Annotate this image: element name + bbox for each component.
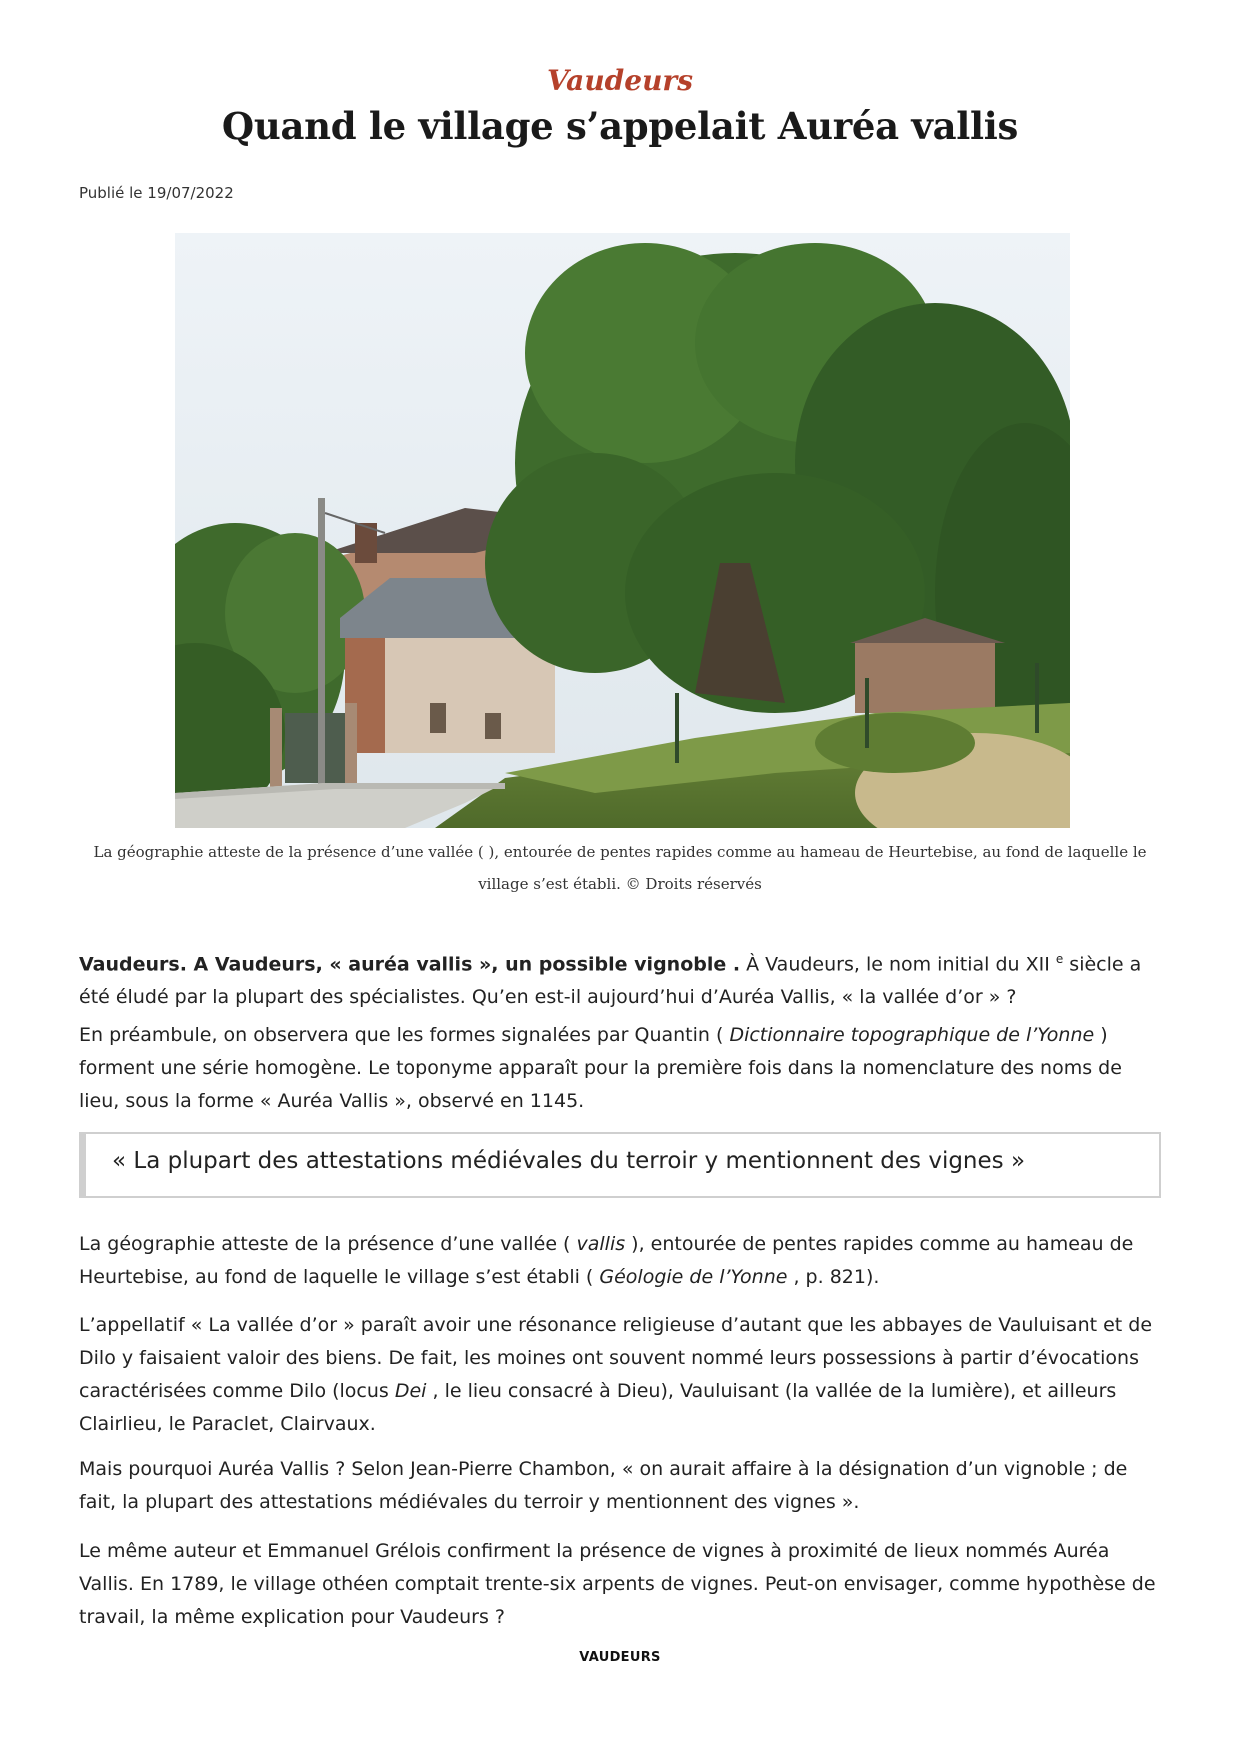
paragraph-intro: Vaudeurs. A Vaudeurs, « auréa vallis », un possible vignoble . À Vaudeurs, le nom initial du XII $^e$ siècle a été éludé par la plupart des spécialistes. Qu’en est-il aujourd’hui d’Auréa Vallis, « la vallée d’or » ? bbox=[79, 952, 1142, 1009]
pull-quote bbox=[79, 1132, 1161, 1198]
article-photo bbox=[175, 233, 1070, 828]
page-title: Quand le village s’appelait Auréa vallis bbox=[221, 104, 1019, 148]
paragraph-preamble: En préambule, on observera que les formes signalées par Quantin ( Dictionnaire topographique de l’Yonne ) forment une série homogène. Le toponyme apparaît pour la première fois dans la nomenclature des noms de lieu, sous la forme « Auréa Vallis », observé en 1145. bbox=[79, 1024, 1122, 1112]
lead-text: Vaudeurs. A Vaudeurs, « auréa vallis », un possible vignoble . bbox=[79, 953, 741, 976]
paragraph-grelois: Le même auteur et Emmanuel Grélois confirment la présence de vignes à proximité de lieux nommés Auréa Vallis. En 1789, le village othéen comptait trente-six arpents de vignes. Peut-on envisager, comme hypothèse de travail, la même explication pour Vaudeurs ? bbox=[79, 1540, 1156, 1628]
photo-caption bbox=[90, 836, 1150, 900]
topic-tag[interactable]: VAUDEURS bbox=[579, 1650, 661, 1665]
pull-quote-text: « La plupart des attestations médiévales du terroir y mentionnent des vignes » bbox=[112, 1148, 1026, 1174]
section-kicker[interactable]: Vaudeurs bbox=[547, 64, 693, 97]
caption-line: La géographie atteste de la présence d’une vallée ( ), entourée de pentes rapides comme au hameau de Heurtebise, au fond de laquelle le bbox=[93, 843, 1147, 861]
paragraph-chambon: Mais pourquoi Auréa Vallis ? Selon Jean-Pierre Chambon, « on aurait affaire à la désignation d’un vignoble ; de fait, la plupart des attestations médiévales du terroir y mentionnent des vignes ». bbox=[79, 1458, 1128, 1513]
paragraph-geography: La géographie atteste de la présence d’une vallée ( vallis ), entourée de pentes rapides comme au hameau de Heurtebise, au fond de laquelle le village s’est établi ( Géologie de l’Yonne , p. 821). bbox=[79, 1233, 1134, 1288]
caption-line: village s’est établi. © Droits réservés bbox=[478, 875, 762, 893]
paragraph-appellatif: L’appellatif « La vallée d’or » paraît avoir une résonance religieuse d’autant que les abbayes de Vauluisant et de Dilo y faisaient valoir des biens. De fait, les moines ont souvent nommé leurs possessions à partir d’évocations caractérisées comme Dilo (locus Dei , le lieu consacré à Dieu), Vauluisant (la vallée de la lumière), et ailleurs Clairlieu, le Paraclet, Clairvaux. bbox=[79, 1314, 1153, 1435]
village-photo-illustration bbox=[175, 233, 1070, 828]
publication-date: Publié le 19/07/2022 bbox=[79, 184, 234, 202]
